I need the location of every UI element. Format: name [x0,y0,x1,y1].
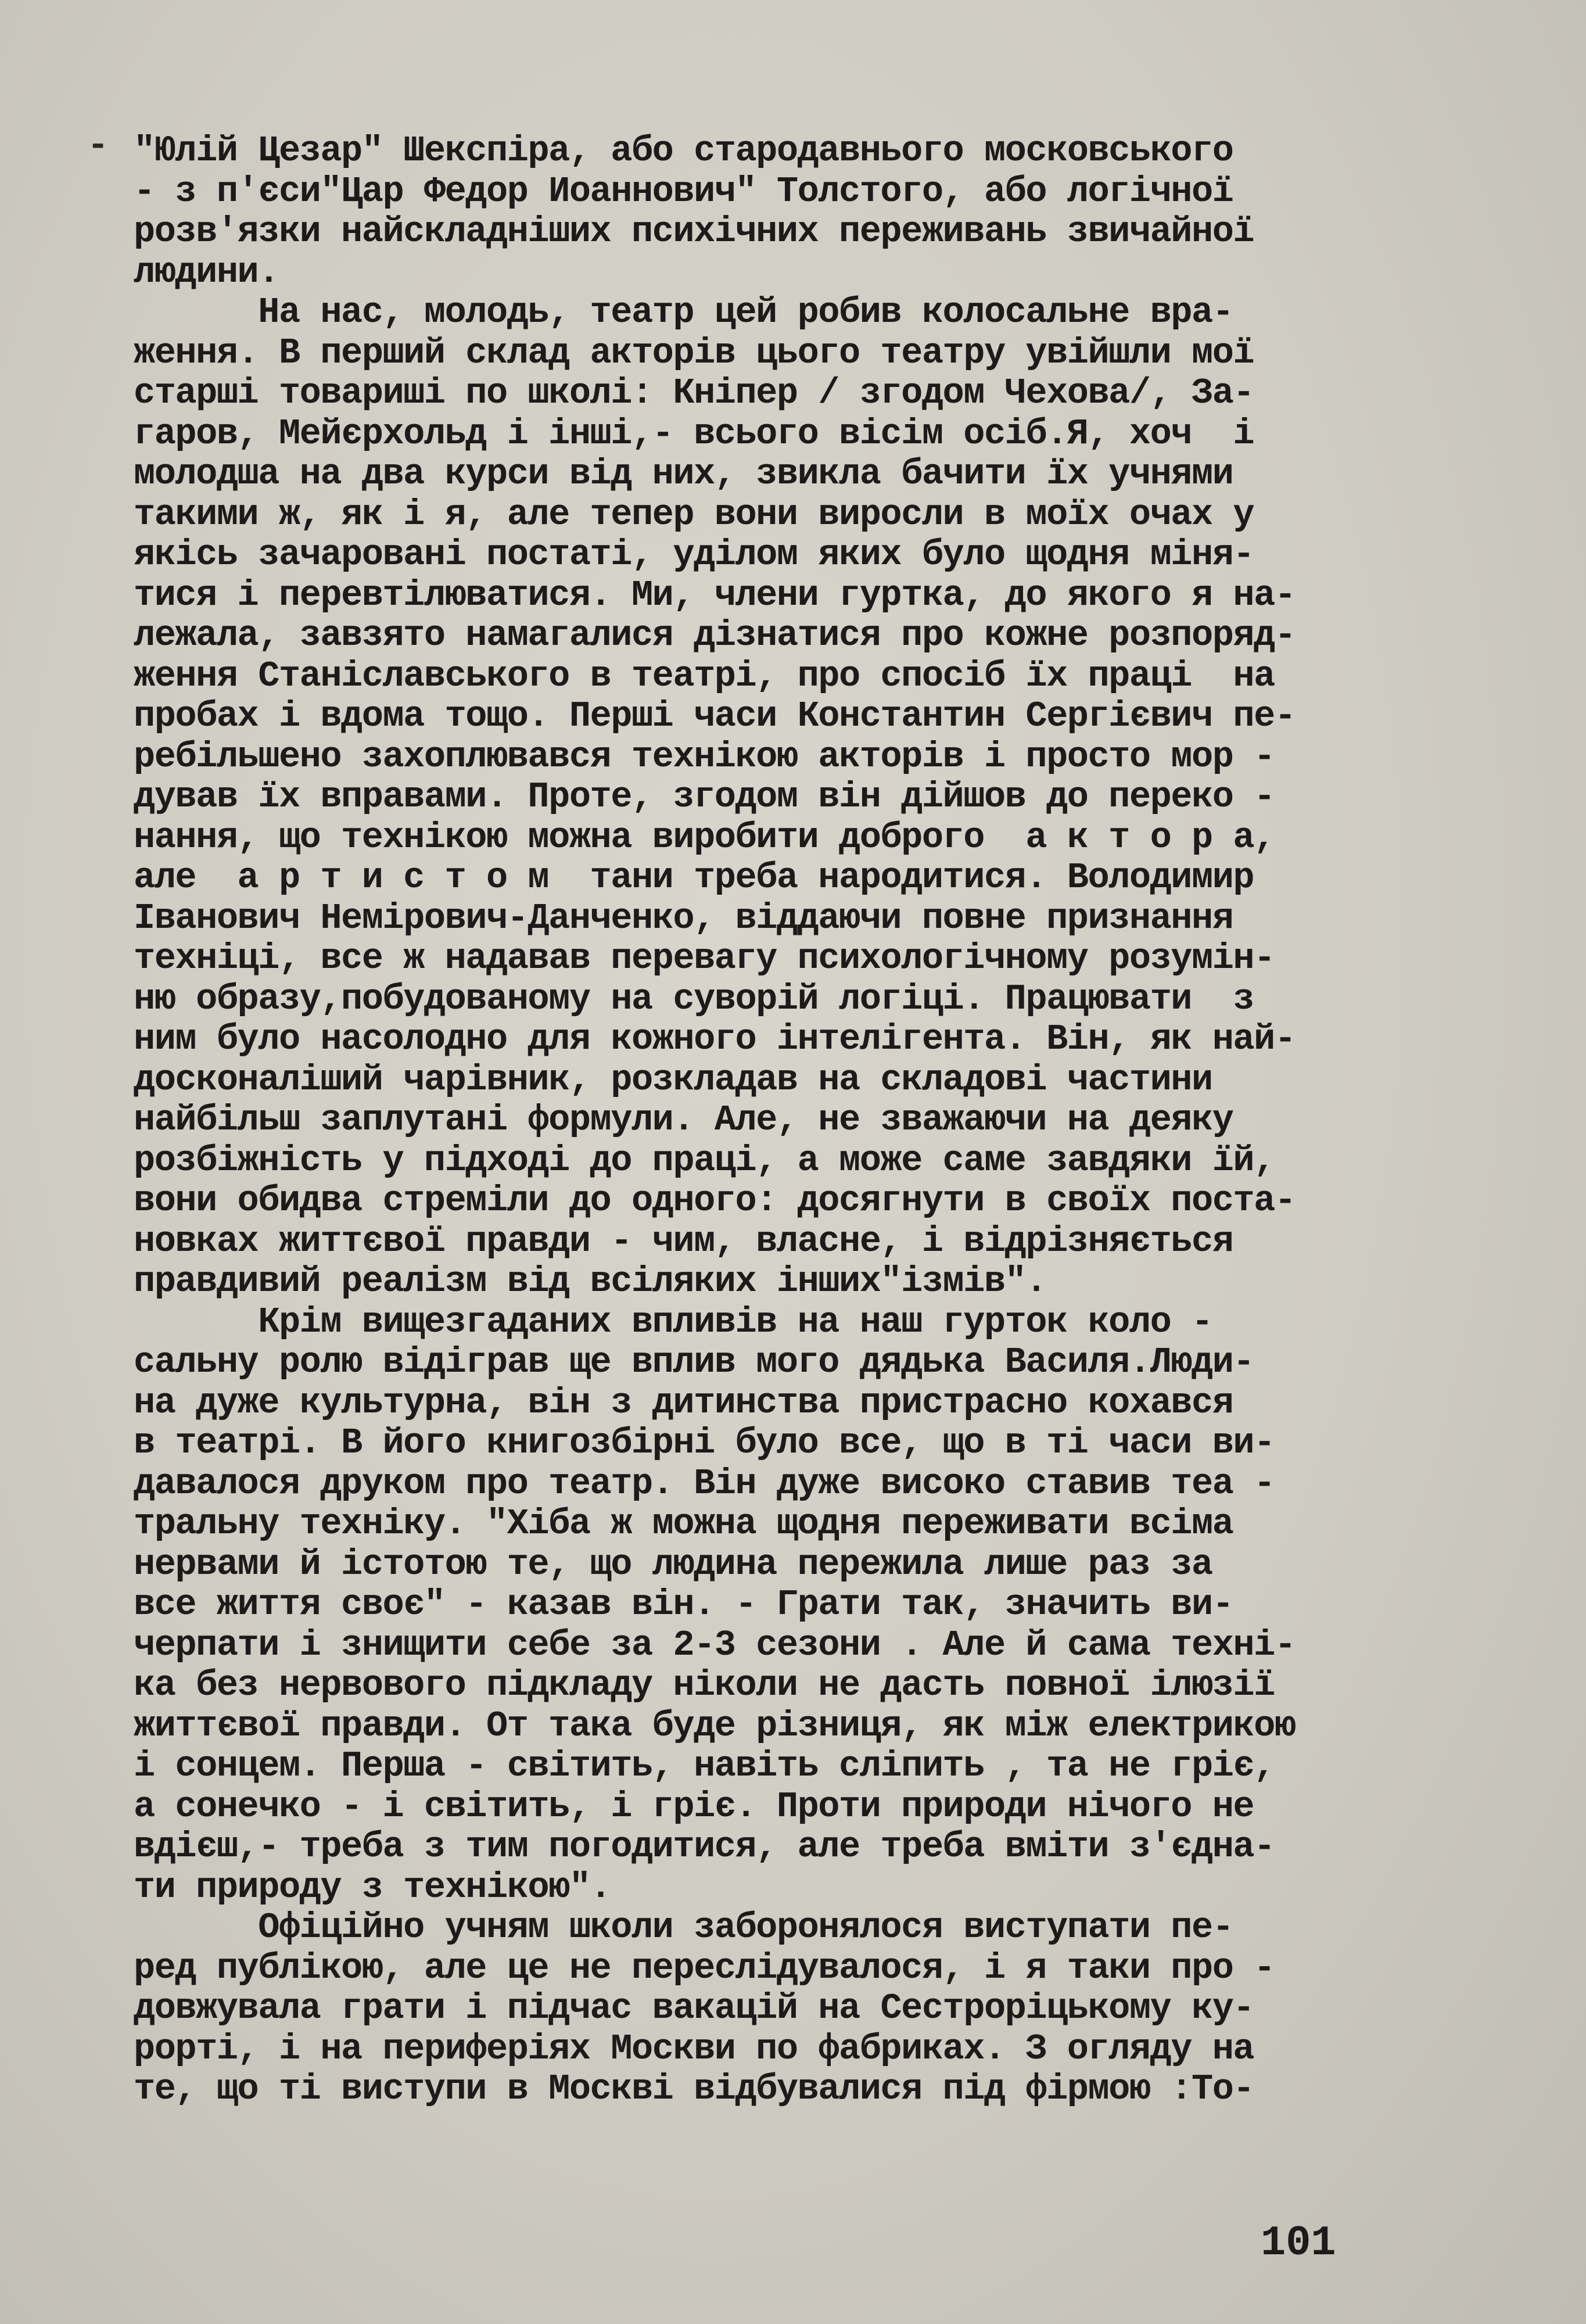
text-line: але а р т и с т о м тани треба народитися. Володимир [134,858,1254,898]
text-line: Крім вищезгаданих впливів на наш гурток коло - [134,1301,1212,1342]
text-line: "Юлій Цезар" Шекспіра, або стародавнього московського [134,131,1233,171]
margin-mark: - [87,125,109,166]
text-line: те, що ті виступи в Москві відбувалися під фірмою :То- [134,2069,1254,2110]
text-line: життєвої правди. От така буде різниця, як між електрикою [134,1705,1296,1746]
text-line: молодша на два курси від них, звикла бачити їх учнями [134,454,1233,494]
text-line: тися і перевтілюватися. Ми, члени гуртка, до якого я на- [134,575,1296,615]
text-line: правдивий реалізм від всіляких інших"ізмів". [134,1261,1047,1302]
text-line: все життя своє" - казав він. - Грати так, значить ви- [134,1584,1233,1625]
text-line: пробах і вдома тощо. Перші часи Константин Сергієвич пе- [134,696,1296,737]
text-line: розв'язки найскладніших психічних переживань звичайної [134,211,1254,252]
text-line: вдієш,- треба з тим погодитися, але треба вміти з'єдна- [134,1827,1275,1867]
text-line: техніці, все ж надавав перевагу психологічному розумін- [134,938,1275,979]
text-line: ти природу з технікою". [134,1867,611,1907]
text-line: довжувала грати і підчас вакацій на Сестроріцькому ку- [134,1988,1254,2029]
text-line: давалося друком про театр. Він дуже високо ставив теа - [134,1463,1275,1504]
text-line: новках життєвої правди - чим, власне, і відрізняється [134,1221,1233,1261]
text-line: ка без нервового підкладу ніколи не дасть повної ілюзії [134,1665,1275,1706]
text-line: Іванович Немірович-Данченко, віддаючи повне признання [134,898,1233,938]
text-line: ним було насолодно для кожного інтелігента. Він, як най- [134,1019,1296,1060]
text-line: вони обидва стреміли до одного: досягнути в своїх поста- [134,1181,1296,1221]
text-line: якісь зачаровані постаті, уділом яких було щодня міня- [134,535,1254,575]
text-line: ження. В перший склад акторів цього театру увійшли мої [134,332,1254,373]
text-line: в театрі. В його книгозбірні було все, що в ті часи ви- [134,1423,1275,1464]
text-line: ження Станіславського в театрі, про спосіб їх праці на [134,655,1275,696]
text-line: тральну техніку. "Хіба ж можна щодня переживати всіма [134,1504,1233,1544]
text-line: такими ж, як і я, але тепер вони виросли в моїх очах у [134,494,1254,535]
text-line: рорті, і на периферіях Москви по фабриках. З огляду на [134,2028,1254,2069]
text-line: дував їх вправами. Проте, згодом він дійшов до переко - [134,777,1275,817]
text-line: ред публікою, але це не переслідувалося, і я таки про - [134,1948,1275,1988]
text-line: розбіжність у підході до праці, а може саме завдяки їй, [134,1140,1275,1181]
text-line: черпати і знищити себе за 2-3 сезони . Але й сама техні- [134,1624,1296,1665]
text-line: гаров, Мейєрхольд і інші,- всього вісім осіб.Я, хоч і [134,413,1254,454]
text-line: ребільшено захоплювався технікою акторів і просто мор - [134,736,1275,777]
text-line: Офіційно учням школи заборонялося виступати пе- [134,1907,1233,1948]
text-line: ню образу,побудованому на суворій логіці. Працювати з [134,978,1254,1019]
text-line: людини. [134,252,279,292]
text-line: На нас, молодь, театр цей робив колосальне вра- [134,292,1233,333]
text-line: - з п'єси"Цар Федор Иоаннович" Толстого, або логічної [134,171,1233,211]
text-line: лежала, завзято намагалися дізнатися про кожне розпоряд- [134,615,1296,656]
typewritten-text [134,131,1505,2110]
text-line: сальну ролю відіграв ще вплив мого дядька Василя.Люди- [134,1342,1254,1383]
text-line: досконаліший чарівник, розкладав на складові частини [134,1059,1212,1100]
text-line: нання, що технікою можна виробити доброго а к т о р а, [134,817,1275,858]
text-line: нервами й істотою те, що людина пережила лише раз за [134,1544,1212,1584]
text-line: найбільш заплутані формули. Але, не зважаючи на деяку [134,1100,1233,1141]
text-line: і сонцем. Перша - світить, навіть сліпить , та не гріє, [134,1746,1275,1787]
text-line: старші товариші по школі: Кніпер / згодом Чехова/, За- [134,373,1254,414]
text-line: на дуже культурна, він з дитинства пристрасно кохався [134,1382,1233,1423]
page-number: 101 [1261,2219,1336,2267]
text-line: а сонечко - і світить, і гріє. Проти природи нічого не [134,1786,1254,1827]
